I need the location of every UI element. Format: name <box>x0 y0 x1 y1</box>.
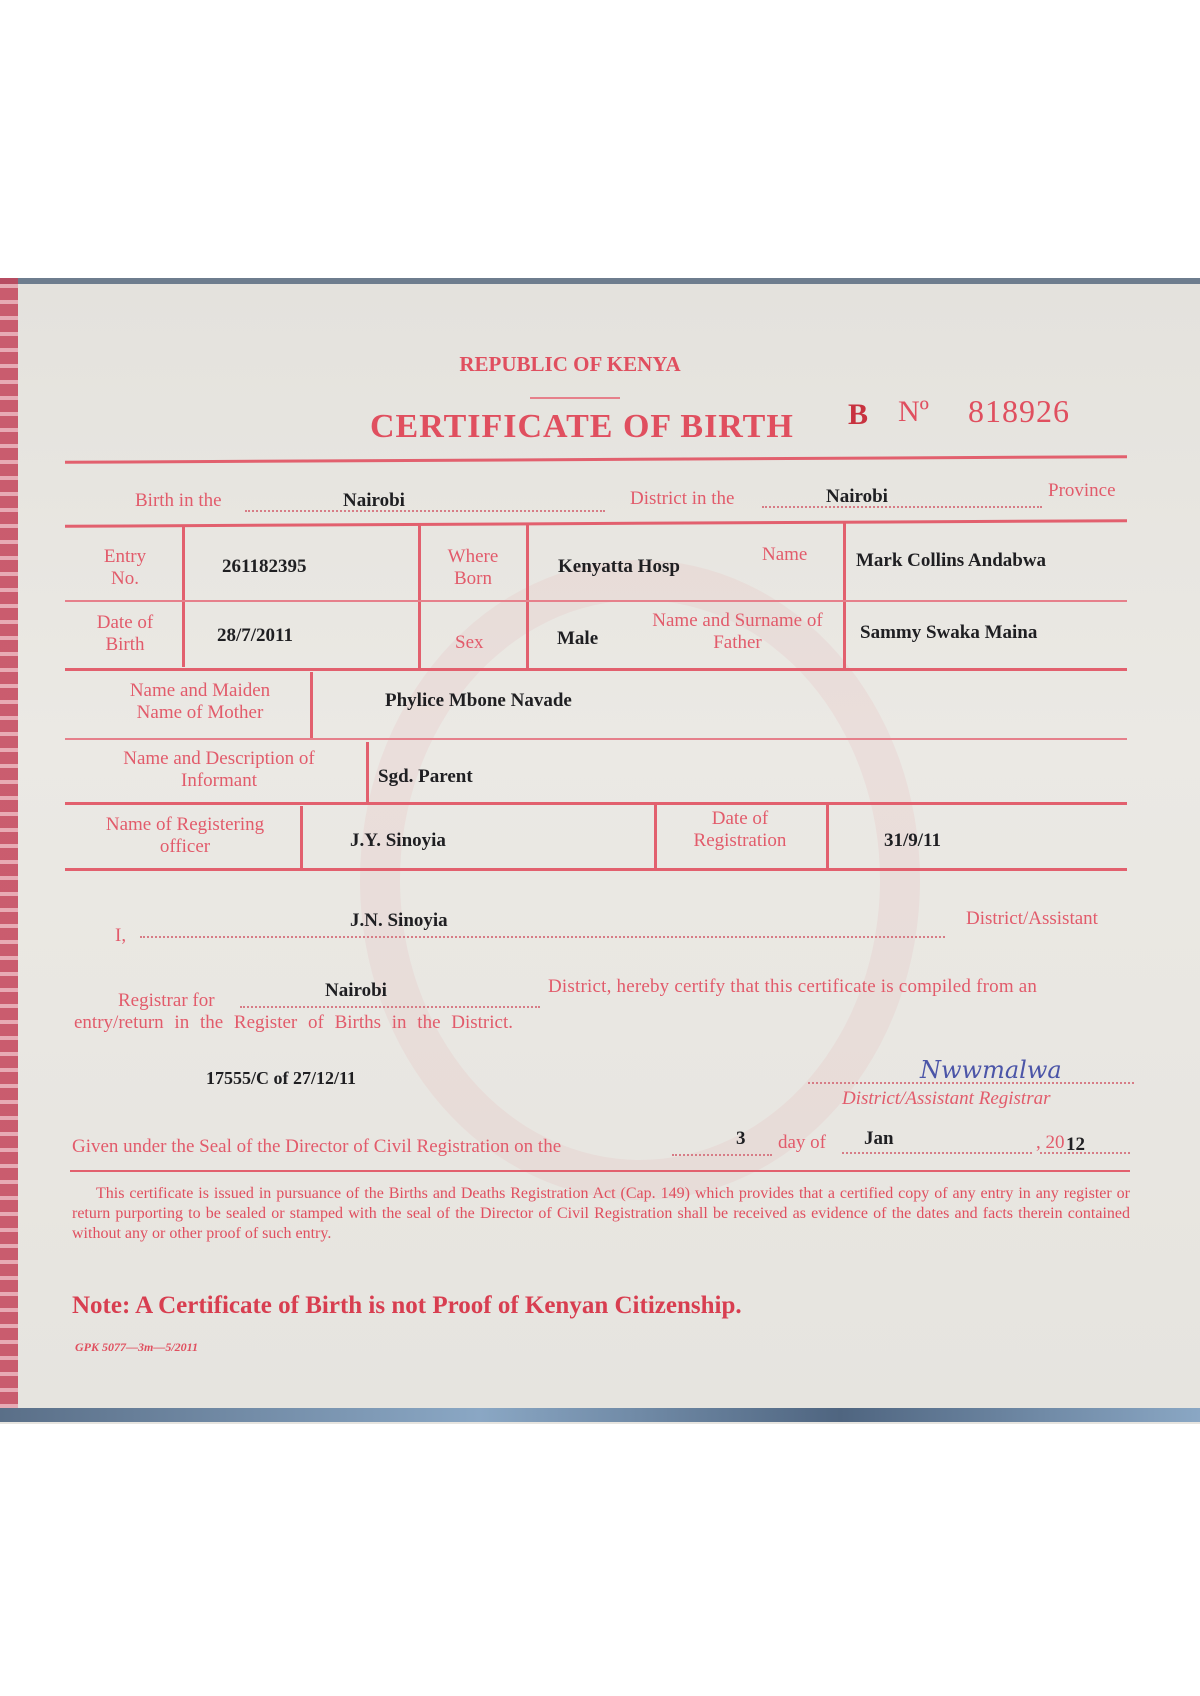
date-of-birth-label: Date of Birth <box>96 612 154 655</box>
officer-col-divider <box>300 806 303 870</box>
given-under-label: Given under the Seal of the Director of Civil Registration on the <box>72 1136 562 1157</box>
mother-label: Name and Maiden Name of Mother <box>129 680 271 723</box>
table-bottom-rule <box>65 868 1127 871</box>
father-value: Sammy Swaka Maina <box>860 622 1038 643</box>
birth-in-the-line <box>245 510 605 512</box>
informant-col-divider <box>366 742 369 804</box>
year-prefix: , 20 <box>1036 1132 1065 1153</box>
header-underline <box>530 397 620 399</box>
day-line <box>672 1154 772 1156</box>
officer-col-divider <box>826 802 829 868</box>
row-divider <box>65 738 1127 740</box>
number-prefix: Nº <box>898 395 929 428</box>
entry-no-value: 261182395 <box>222 556 307 577</box>
bottom-edge <box>0 1408 1200 1422</box>
registrar-signature: Nwwmalwa <box>920 1056 1062 1084</box>
where-born-value: Kenyatta Hosp <box>558 556 680 577</box>
birth-in-the-label: Birth in the <box>135 490 222 511</box>
footer-rule <box>70 1170 1130 1172</box>
print-code: GPK 5077—3m—5/2011 <box>75 1340 199 1354</box>
registrar-for-value: Nairobi <box>325 980 387 1001</box>
sex-label: Sex <box>455 632 484 653</box>
republic-heading: REPUBLIC OF KENYA <box>459 352 681 376</box>
registrar-for-label: Registrar for <box>118 990 215 1011</box>
i-label: I, <box>115 925 127 946</box>
where-born-label: Where Born <box>447 546 499 589</box>
day-value: 3 <box>736 1128 746 1149</box>
date-of-birth-value: 28/7/2011 <box>217 625 294 646</box>
act-text: This certificate is issued in pursuance of the Births and Deaths Registration Act (Cap. 149) which provides that a certified copy of any entry in any register or return purporting to be sealed or stamped with the seal of the Director of Civil Registration shall be received as evidence of the dates and facts therein contained without any or other proof of such entry. <box>72 1185 1130 1242</box>
year-suffix: 12 <box>1066 1134 1085 1155</box>
birth-in-the-value: Nairobi <box>343 490 405 511</box>
informant-label: Name and Description of Informant <box>123 748 315 791</box>
certify-text-2: entry/return in the Register of Births in the District. <box>74 1012 514 1033</box>
table-col-divider <box>182 525 185 667</box>
certificate-title: CERTIFICATE OF BIRTH <box>370 408 794 445</box>
date-of-registration-label: Date of Registration <box>693 808 787 851</box>
child-name-value: Mark Collins Andabwa <box>856 550 1047 571</box>
entry-no-label: Entry No. <box>103 546 147 589</box>
table-col-divider <box>418 525 421 670</box>
coat-of-arms-watermark <box>360 560 920 1200</box>
district-assistant-label: District/Assistant <box>966 908 1098 929</box>
name-label: Name <box>762 544 808 565</box>
reference-number: 17555/C of 27/12/11 <box>206 1068 357 1088</box>
registrar-name-value: J.N. Sinoyia <box>350 910 448 931</box>
district-in-the-label: District in the <box>630 488 735 509</box>
certify-text: District, hereby certify that this certificate is compiled from an <box>548 976 1038 997</box>
row-divider <box>65 668 1127 671</box>
sex-value: Male <box>557 628 599 649</box>
registrar-for-line <box>240 1006 540 1008</box>
district-line <box>762 506 1042 508</box>
date-of-registration-value: 31/9/11 <box>884 830 942 851</box>
mother-col-divider <box>310 672 313 738</box>
month-value: Jan <box>864 1128 894 1149</box>
registering-officer-value: J.Y. Sinoyia <box>350 830 446 851</box>
table-col-divider <box>526 525 529 670</box>
series-letter: B <box>848 398 869 431</box>
signature-title: District/Assistant Registrar <box>842 1088 1051 1109</box>
binding-edge <box>0 278 18 1418</box>
row-divider <box>65 802 1127 805</box>
registrar-name-line <box>140 936 945 938</box>
province-label: Province <box>1048 480 1116 501</box>
day-of-label: day of <box>778 1132 827 1153</box>
citizenship-note: Note: A Certificate of Birth is not Proof of Kenyan Citizenship. <box>72 1292 742 1319</box>
row-divider <box>65 600 1127 602</box>
district-in-the-value: Nairobi <box>826 486 888 507</box>
year-line <box>1040 1152 1130 1154</box>
officer-col-divider <box>654 802 657 870</box>
mother-value: Phylice Mbone Navade <box>385 690 572 711</box>
registering-officer-label: Name of Registering officer <box>105 814 265 857</box>
signature-line <box>808 1082 1134 1084</box>
table-col-divider <box>843 522 846 670</box>
father-label: Name and Surname of Father <box>652 610 823 653</box>
month-line <box>842 1152 1032 1154</box>
informant-value: Sgd. Parent <box>378 766 473 787</box>
certificate-number: 818926 <box>968 393 1070 429</box>
